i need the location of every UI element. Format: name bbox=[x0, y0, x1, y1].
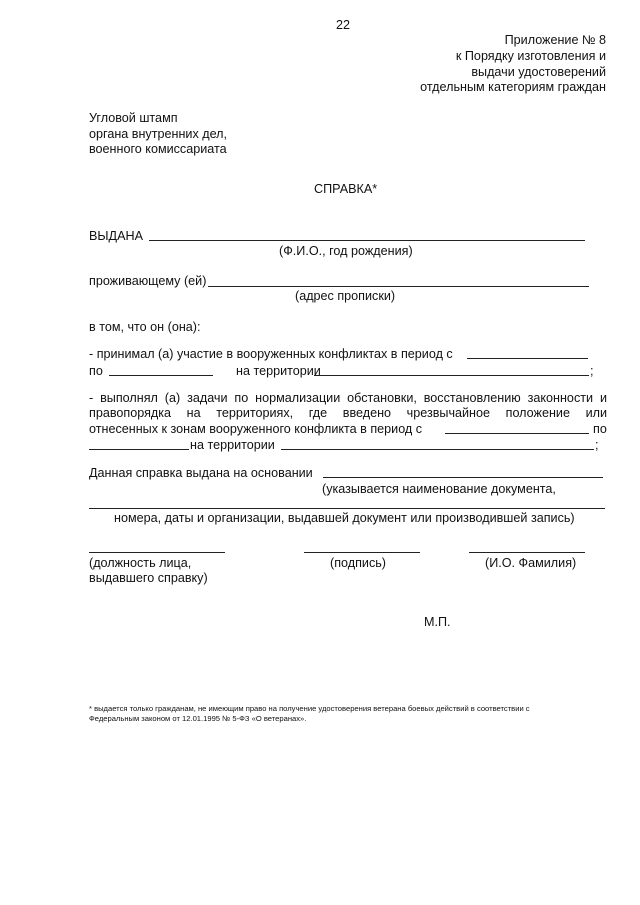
basis-fill-line[interactable] bbox=[323, 477, 603, 478]
document-title: СПРАВКА* bbox=[314, 182, 378, 196]
item2-territory-label: на территории bbox=[190, 438, 275, 452]
item2-line1: - выполнял (а) задачи по нормализации обстановки, восстановлению законности и bbox=[89, 391, 607, 405]
position-hint: (должность лица, bbox=[89, 556, 192, 570]
appendix-line: отдельным категориям граждан bbox=[420, 80, 606, 94]
signature-hint: (подпись) bbox=[330, 556, 386, 570]
item1-by-label: по bbox=[89, 364, 103, 378]
basis-fill-line-2[interactable] bbox=[89, 508, 605, 509]
position-hint: выдавшего справку) bbox=[89, 571, 208, 585]
issued-label: ВЫДАНА bbox=[89, 229, 143, 243]
item2-line3: отнесенных к зонам вооруженного конфликта в период с bbox=[89, 422, 423, 436]
item1-territory-label: на территории bbox=[236, 364, 321, 378]
item1-to-line[interactable] bbox=[109, 375, 213, 376]
appendix-line: Приложение № 8 bbox=[504, 33, 606, 47]
basis-hint-2: номера, даты и организации, выдавшей документ или производившей запись) bbox=[114, 511, 575, 525]
item1-text: - принимал (а) участие в вооруженных конфликтах в период с bbox=[89, 347, 453, 361]
seal-place: М.П. bbox=[424, 615, 451, 629]
issued-fill-line[interactable] bbox=[149, 240, 585, 241]
name-line[interactable] bbox=[469, 552, 585, 553]
appendix-line: к Порядку изготовления и bbox=[455, 49, 606, 63]
stamp-line: органа внутренних дел, bbox=[89, 127, 228, 141]
item2-territory-line[interactable] bbox=[281, 449, 594, 450]
item2-by-label: по bbox=[593, 422, 607, 436]
item2-end: ; bbox=[595, 438, 599, 452]
basis-hint-1: (указывается наименование документа, bbox=[322, 482, 556, 496]
item2-to-line[interactable] bbox=[89, 449, 189, 450]
issued-hint: (Ф.И.О., год рождения) bbox=[279, 244, 413, 258]
appendix-line: выдачи удостоверений bbox=[471, 65, 606, 79]
item2-from-line[interactable] bbox=[445, 433, 589, 434]
stamp-line: военного комиссариата bbox=[89, 142, 227, 156]
name-hint: (И.О. Фамилия) bbox=[485, 556, 577, 570]
item1-from-line[interactable] bbox=[467, 358, 588, 359]
stamp-line: Угловой штамп bbox=[89, 111, 178, 125]
page-number: 22 bbox=[336, 18, 351, 32]
footnote-line: * выдается только гражданам, не имеющим право на получение удостоверения ветерана боевых действий в соответствии с bbox=[89, 704, 530, 713]
position-line[interactable] bbox=[89, 552, 225, 553]
that-he-text: в том, что он (она): bbox=[89, 320, 201, 334]
item2-line2: правопорядка на территориях, где введено чрезвычайное положение или bbox=[89, 406, 607, 420]
basis-label: Данная справка выдана на основании bbox=[89, 466, 313, 480]
residing-label: проживающему (ей) bbox=[89, 274, 207, 288]
residing-fill-line[interactable] bbox=[208, 286, 589, 287]
residing-hint: (адрес прописки) bbox=[295, 289, 396, 303]
footnote-line: Федеральным законом от 12.01.1995 № 5-ФЗ «О ветеранах». bbox=[89, 714, 307, 723]
item1-territory-line[interactable] bbox=[314, 375, 589, 376]
signature-line[interactable] bbox=[304, 552, 420, 553]
item1-end: ; bbox=[590, 364, 594, 378]
